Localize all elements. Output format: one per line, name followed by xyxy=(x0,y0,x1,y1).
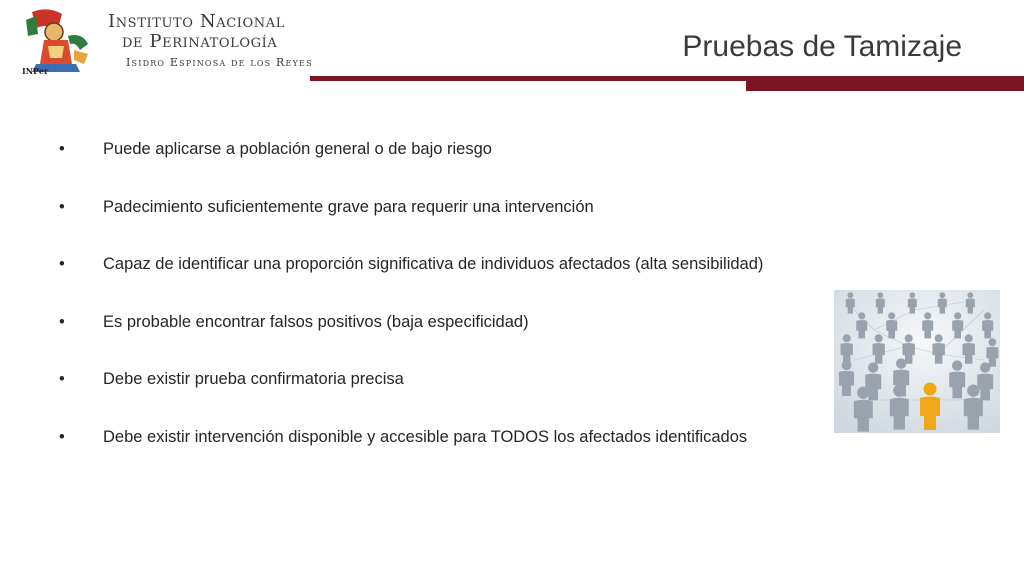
institution-line-2: de Perinatología xyxy=(122,31,278,52)
header-rule-accent xyxy=(746,76,1024,91)
aztec-figure-icon xyxy=(18,6,100,76)
bullet-marker: • xyxy=(59,312,65,331)
list-item xyxy=(56,140,763,198)
bullet-marker: • xyxy=(59,370,65,388)
logo-text: INPer xyxy=(22,66,49,76)
slide-title: Pruebas de Tamizaje xyxy=(682,30,962,63)
inper-logo xyxy=(18,6,100,76)
institution-name xyxy=(108,12,313,71)
institution-line-1: Instituto Nacional xyxy=(108,11,285,32)
bullet-text: Debe existir intervención disponible y accesible para TODOS los afectados identificados xyxy=(103,427,748,446)
bullet-list xyxy=(56,140,763,485)
bullet-text: Es probable encontrar falsos positivos (baja especificidad) xyxy=(103,312,529,331)
list-item xyxy=(56,198,763,256)
list-item xyxy=(56,428,763,486)
bullet-text: Puede aplicarse a población general o de bajo riesgo xyxy=(103,140,492,158)
bullet-text: Capaz de identificar una proporción significativa de individuos afectados (alta sensibilidad) xyxy=(103,255,764,273)
list-item xyxy=(56,255,763,313)
bullet-text: Padecimiento suficientemente grave para requerir una intervención xyxy=(103,197,594,216)
bullet-marker: • xyxy=(59,197,65,216)
bullet-text: Debe existir prueba confirmatoria precisa xyxy=(103,370,404,388)
bullet-marker: • xyxy=(59,255,65,273)
institution-line-3: Isidro Espinosa de los Reyes xyxy=(126,56,313,69)
bullet-marker: • xyxy=(59,427,65,446)
bullet-marker: • xyxy=(59,140,65,158)
people-group-icon xyxy=(834,290,1000,433)
list-item xyxy=(56,313,763,371)
people-group-image xyxy=(834,290,1000,433)
list-item xyxy=(56,370,763,428)
